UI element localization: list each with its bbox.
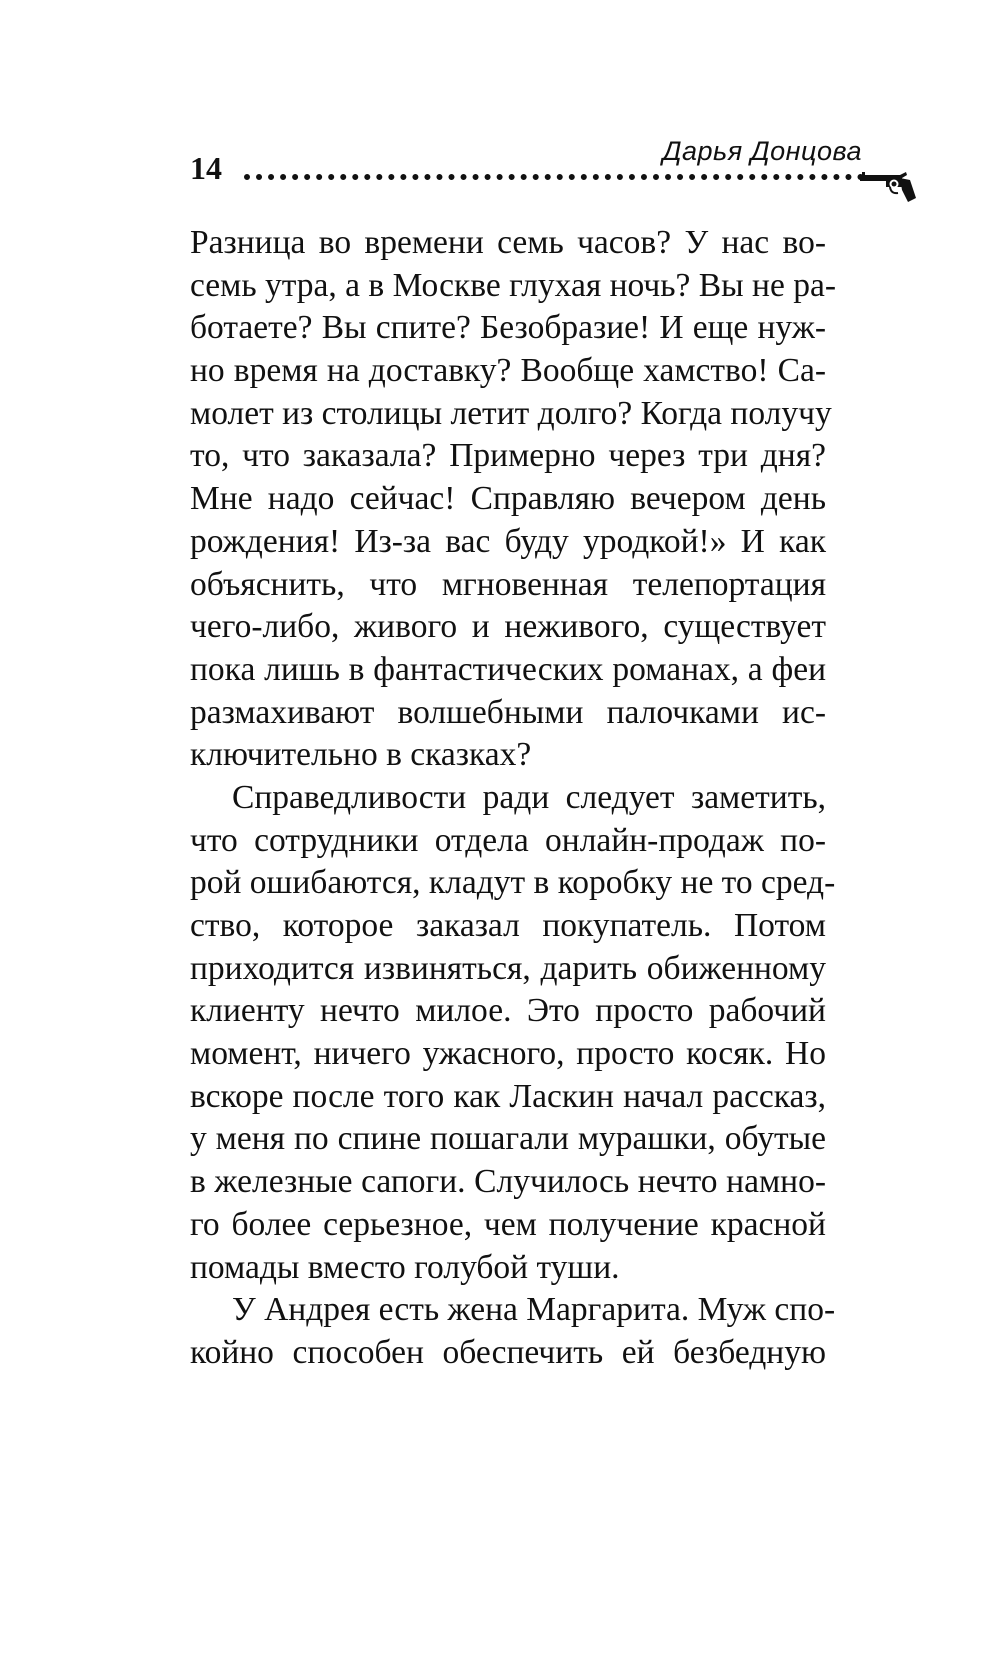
text-line: момент, ничего ужасного, просто косяк. Но — [190, 1035, 826, 1073]
text-line: Разница во времени семь часов? У нас во- — [190, 224, 826, 261]
text-line: Справедливости ради следует заметить, — [232, 778, 826, 816]
text-line: что сотрудники отдела онлайн-продаж по- — [190, 821, 826, 859]
text-line: рой ошибаются, кладут в коробку не то сред- — [190, 864, 836, 902]
text-line: вскоре после того как Ласкин начал рассказ, — [190, 1077, 826, 1115]
paragraph — [190, 1289, 836, 1374]
revolver-icon — [860, 172, 916, 202]
text-line: рождения! Из-за вас буду уродкой!» И как — [190, 522, 826, 560]
text-line: у меня по спине пошагали мурашки, обутые — [190, 1120, 826, 1158]
paragraph — [190, 222, 836, 777]
text-line: семь утра, а в Москве глухая ночь? Вы не ра- — [190, 266, 836, 304]
text-line: ство, которое заказал покупатель. Потом — [190, 907, 826, 944]
running-header-author: Дарья Донцова — [662, 136, 862, 166]
text-line: размахивают волшебными палочками ис- — [190, 693, 826, 731]
text-line: чего-либо, живого и неживого, существует — [190, 608, 826, 646]
text-line: приходится извиняться, дарить обиженному — [190, 949, 826, 987]
text-line: клиенту нечто милое. Это просто рабочий — [190, 992, 826, 1030]
text-line: объяснить, что мгновенная телепортация — [190, 565, 826, 603]
text-line: молет из столицы летит долго? Когда получу — [190, 394, 832, 432]
text-line: койно способен обеспечить ей безбедную — [190, 1333, 826, 1371]
page-number: 14 — [190, 150, 222, 186]
text-line: ботаете? Вы спите? Безобразие! И еще нуж- — [190, 309, 826, 347]
text-line: го более серьезное, чем получение красной — [190, 1205, 826, 1243]
text-line: помады вместо голубой туши. — [190, 1248, 620, 1286]
text-line: в железные сапоги. Случилось нечто намно- — [190, 1163, 826, 1201]
text-line: Мне надо сейчас! Справляю вечером день — [190, 480, 826, 518]
paragraph — [190, 777, 836, 1289]
text-line: У Андрея есть жена Маргарита. Муж спо- — [232, 1291, 836, 1329]
text-line: пока лишь в фантастических романах, а феи — [190, 650, 826, 688]
text-line: ключительно в сказках? — [190, 736, 532, 774]
text-line: то, что заказала? Примерно через три дня? — [190, 437, 826, 475]
body-text — [190, 222, 836, 1375]
text-line: но время на доставку? Вообще хамство! Са- — [190, 352, 826, 390]
header-dotted-rule — [244, 174, 864, 180]
